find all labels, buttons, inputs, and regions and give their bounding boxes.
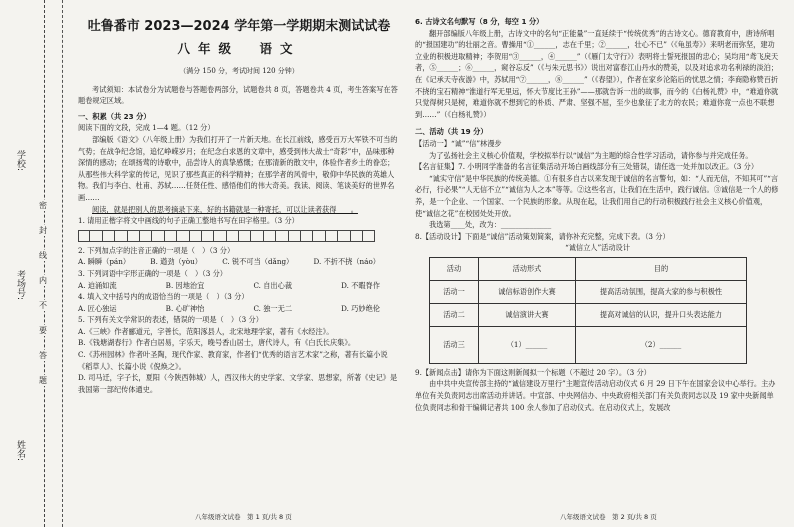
grid-cell[interactable] [326,230,338,242]
grid-cell[interactable] [103,230,115,242]
option: D. 司马迁，字子长，夏阳（今陕西韩城）人，西汉伟大的史学家、文学家、思想家，所著《史记》是我国第一部纪传体通史。 [78,373,398,394]
grid-cell[interactable] [227,230,239,242]
option: C. 独一无二 [253,303,293,313]
table-cell: 活动二 [430,303,479,326]
grid-cell[interactable] [90,230,102,242]
question-4: 4. 填入文中括号内的成语恰当的一项是（ ）（3 分） [78,292,249,302]
question-8: 8.【活动设计】下面是“诚信”活动策划简案，请你补充完整，完成下表。（3 分） [415,231,670,241]
option: D. 巧妙绝伦 [341,303,380,313]
school-label: 学校: [15,150,25,172]
grid-cell[interactable] [264,230,276,242]
option: A. 匠心独运 [78,303,117,313]
table-header-row [430,257,747,280]
page-1 [78,12,400,395]
grid-cell[interactable] [78,230,90,242]
option: B. 因地治宜 [165,280,205,290]
table-cell: 提高活动氛围，提高大家的参与积极性 [576,280,747,303]
seal-line [44,0,45,527]
grid-cell[interactable] [313,230,325,242]
activity-table [429,257,747,364]
option: A.《三峡》作者郦道元，字善长，范阳涿县人，北宋地理学家，著有《水经注》。 [78,326,334,336]
name-label: 姓名: [15,440,25,462]
seal-word: 题 [39,376,47,385]
question-3-options [78,280,400,292]
exam-notice: 考试须知：本试卷分为试题卷与答题卷两部分，试题卷共 8 页，答题卷共 4 页，考生答案写在答题卷规定区域。 [78,84,398,106]
option: C. 锐不可当（dǎng） [222,257,294,267]
option: A. 迫涌如流 [78,280,117,290]
table-row [430,303,747,326]
table-cell: 提高对诚信的认识，提升口头表达能力 [576,303,747,326]
question-intro: 阅读下面的文段，完成 1—4 题。（12 分） [78,123,215,133]
grid-cell[interactable] [239,230,251,242]
grid-cell[interactable] [140,230,152,242]
grid-cell[interactable] [338,230,350,242]
grid-cell[interactable] [177,230,189,242]
grid-cell[interactable] [165,230,177,242]
answer-blank-2[interactable]: （2）______ [576,326,747,363]
table-row [430,326,747,363]
grid-cell[interactable] [251,230,263,242]
question-5: 5. 下列有关文学常识的表述，错误的一项是（ ）（3 分） [78,315,263,325]
activity-1: 【活动一】“诚”“信”林漫步 [415,138,502,148]
seal-word: 不 [39,301,47,310]
table-row [430,280,747,303]
exam-subtitle: 八年级 语文 [177,41,301,56]
question-7: 7. 小明同学准备的名言征集活动开场白画线部分有三处错误，请任选一处并加以改正。（3 分） [458,162,759,172]
question-6: 6. 古诗文名句默写（8 分，每空 1 分） [415,17,544,26]
question-2: 2. 下列加点字的注音正确的一项是（ ）（3 分） [78,245,235,255]
question-7-tag: 【名言征集】 [415,162,459,172]
table-header: 目的 [576,257,747,280]
section-2-heading: 二、活动（共 19 分） [415,127,488,137]
seal-word: 密 [39,201,47,210]
question-3: 3. 下列词语中字形正确的一项是（ ）（3 分） [78,268,227,278]
activity-1-text: 为了弘扬社会主义核心价值观，学校拟举行以“诚信”为主题的综合性学习活动，请你参与并完成任务。 [429,150,753,160]
question-9-text: 由中共中央宣传部主持的“诚信建设万里行”主题宣传活动启动仪式 6 月 29 日下午在国家会议中心举行。主办单位有关负责同志出席活动并讲话。中宣部、中央网信办、中央政府相关部门有关负责同志以及 19 家中央新闻单位负责同志和骨干编辑记者共 100 余人参加了启动仪式。在启动仪式上，发展改 [415,379,776,412]
grid-cell[interactable] [190,230,202,242]
question-1: 1. 请用正楷字将文中画线的句子正确工整地书写在田字格里。（3 分） [78,216,299,226]
reading-passage: 部编版《语文》（八年级上册）为我们打开了一片新天地。在长江前线，感受百万大军铁不可当的气势；在战争纪念馆，追忆峥嵘岁月；在纪念白求恩的文章中，感受到伟大战士“奇彩”中，品味那种深情的感动；在颂扬莺的诗歌中，品尝诗人的真挚感慨；在那清新的散文中，体验作者乡土的眷恋；从那些伟大科学家的传记，见识了那些真正的科学精神；在那学者的风骨中，敬仰中华民族的英雄人物。我们与李白、杜甫、苏轼……任贤任性、感悟他们的伟大奇美。我读、阅读、笔谈美好的世界名画…… [78,134,398,202]
table-title: “诚信立人”活动设计 [565,243,630,253]
page-1-footer: 八年级语文试卷 第 1 页/共 8 页 [195,513,292,521]
grid-cell[interactable] [202,230,214,242]
grid-cell[interactable] [289,230,301,242]
question-4-options [78,303,400,315]
seal-word: 内 [39,276,47,285]
grid-cell[interactable] [115,230,127,242]
score-note: （满分 150 分，考试时间 120 分钟） [179,67,299,75]
question-9: 9.【新闻点击】请你为下面这则新闻拟一个标题（不超过 20 字）。（3 分） [415,367,651,377]
binding-margin [0,0,63,527]
question-7-text: “诚实守信”是中华民族的传统美德。①有很多自古以来发现于诚信的名言警句，如：“人而无信，不知其可”“言必行，行必果”“人无信不立”“诚信为人之本”等等。②这些名言，让我们在生活中，践行诚信。③诚信是一个人的修养，是一个企业、一个国家、一个民族的形象。从现在起，让我们用自己的行动积极践行社会主义核心价值观，使“诚信之花”在校园处处开放。 [415,173,779,218]
option: B.《钱塘湖春行》作者白居易，字乐天，晚号香山居士，唐代诗人，有《白氏长庆集》。 [78,338,356,348]
table-cell: 诚信标语创作大赛 [479,280,576,303]
page-2 [415,12,780,413]
option: D. 不折不挠（náo） [313,257,380,267]
table-header: 活动形式 [479,257,576,280]
seal-word: 封 [39,226,47,235]
grid-cell[interactable] [301,230,313,242]
question-2-options [78,256,400,268]
exam-title: 吐鲁番市 2023—2024 学年第一学期期末测试试卷 [87,19,391,34]
answer-blank-1[interactable]: （1）______ [479,326,576,363]
table-cell: 诚信演讲大赛 [479,303,576,326]
option: C.《苏州园林》作者叶圣陶，现代作家、教育家，作者们“优秀的语言艺术家”之称，著有长篇小说《稻草人》、长篇小说《倪焕之》。 [78,350,388,371]
grid-cell[interactable] [128,230,140,242]
option: B. 遒劲（yòu） [150,257,202,267]
table-cell: 活动三 [430,326,479,363]
table-header: 活动 [430,257,479,280]
option: D. 不暇脊作 [341,280,380,290]
question-6-text: 翻开部编版八年级上册，古诗文中的名句“正能量”一直延续于“传统优秀”的古诗文心。德育教育中，唐诗所唱的“报国建功”的壮丽之音。曹操用“①______，志在千里；②______，壮心不已”（《龟虽寿》）来明老而弥坚，建功立业的积极进取精神；李贺用“③______，④______”（《雁门太守行》）表明将士誓死报国的忠心；吴均用“鸢飞戾天者，⑤______；⑥______，窥谷忘反”（《与朱元思书》）说出对富春江山丹水的赞美，以及对追求功名利禄的淡泊；在《记承天寺夜游》中，苏轼用“⑦______，⑧______”（《春望》），作者在家乡沦陷后的忧思之情；李商隐称赞百折不挠的宝石精神“淮道行军无里远，怀大节度比王孙”——那就告诉一出的故事，而今的《白杨礼赞》中，“难道你就只觉得树只是树，难道你就不想到它的朴质、严肃、坚强不屈，至少也象征了北方的农民；难道你竟一点也不联想到……”（《白杨礼赞》） [415,28,779,119]
writing-grid[interactable] [78,230,400,242]
seal-word: 要 [39,326,47,335]
table-cell: 活动一 [430,280,479,303]
exam-no-label: 考场号: [15,270,25,301]
seal-word: 线 [39,251,47,260]
passage-underlined: 阅读，就是把别人的思考摘录下来，好的书籍就是一种寄托，可以让读者获得____。 [92,204,358,214]
section-1-heading: 一、积累（共 23 分） [78,111,151,121]
grid-cell[interactable] [351,230,363,242]
question-7-answer-line[interactable]: 我选第____处，改为：______________ [429,220,552,230]
seal-word: 答 [39,351,47,360]
grid-cell[interactable] [363,230,375,242]
grid-cell[interactable] [276,230,288,242]
option: B. 心旷神怡 [165,303,205,313]
option: C. 自出心裁 [253,280,293,290]
option: A. 瞬瞬（pán） [78,257,131,267]
grid-cell[interactable] [214,230,226,242]
grid-cell[interactable] [152,230,164,242]
page-2-footer: 八年级语文试卷 第 2 页/共 8 页 [560,513,657,521]
